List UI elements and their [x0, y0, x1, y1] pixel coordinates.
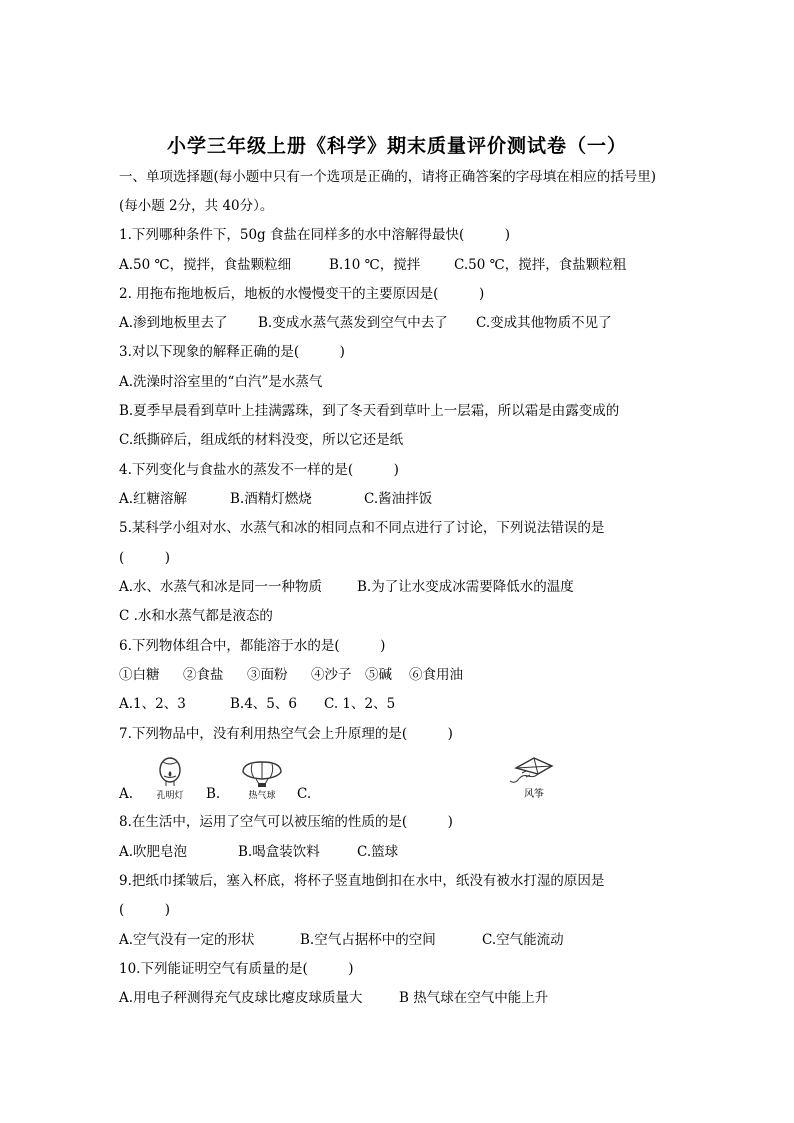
item: ⑤碱: [365, 667, 392, 683]
question-9-options: [119, 931, 564, 949]
option-b: B.4、5、6: [230, 696, 297, 712]
question-6-stem: 6.下列物体组合中，都能溶于水的是( ): [119, 638, 386, 654]
option-a: A.空气没有一定的形状: [119, 932, 255, 948]
option-b-caption: 热气球: [248, 791, 276, 801]
option-a: A.洗澡时浴室里的“白汽”是水蒸气: [119, 374, 323, 390]
option-b: B.喝盒装饮料: [238, 844, 320, 860]
question-6-items: [119, 666, 463, 684]
option-c: C.酱油拌饭: [364, 491, 433, 507]
hot-air-balloon-icon: [239, 759, 285, 787]
question-5-blank: ( ): [119, 550, 171, 566]
option-c: C. 1、2、5: [324, 696, 396, 712]
option-c: C.篮球: [357, 844, 399, 860]
question-3-stem: 3.对以下现象的解释正确的是( ): [119, 344, 345, 360]
option-a-caption: 孔明灯: [156, 791, 184, 801]
question-1-stem: 1.下列哪种条件下，50g 食盐在同样多的水中溶解得最快( ): [119, 227, 511, 243]
question-8-stem: 8.在生活中，运用了空气可以被压缩的性质的是( ): [119, 814, 453, 830]
item: ①白糖: [119, 667, 160, 683]
item: ③面粉: [247, 667, 288, 683]
section-heading: 一、单项选择题(每小题中只有一个选项是正确的，请将正确答案的字母填在相应的括号里): [119, 169, 657, 185]
option-c: C.变成其他物质不见了: [476, 315, 612, 331]
option-a-label: A.: [119, 786, 134, 802]
question-2-options: [119, 314, 612, 332]
item: ②食盐: [183, 667, 224, 683]
item: ⑥食用油: [409, 667, 463, 683]
option-b: B.为了让水变成冰需要降低水的温度: [357, 579, 574, 595]
option-b: B.酒精灯燃烧: [230, 491, 312, 507]
option-a: A.红糖溶解: [119, 491, 188, 507]
option-a: A.吹肥皂泡: [119, 844, 188, 860]
option-c: C .水和水蒸气都是液态的: [119, 608, 273, 624]
question-9-blank: ( ): [119, 902, 171, 918]
option-a: A.1、2、3: [119, 696, 186, 712]
option-b: B.空气占据杯中的空间: [300, 932, 436, 948]
question-10-stem: 10.下列能证明空气有质量的是( ): [119, 961, 354, 977]
option-c-label: C.: [297, 786, 312, 802]
option-c-figure: [506, 754, 562, 800]
option-c: C.纸撕碎后，组成纸的材料没变，所以它还是纸: [119, 432, 404, 448]
question-1-options: [119, 256, 626, 274]
kongming-lantern-icon: [155, 757, 185, 787]
option-a-figure: [146, 757, 194, 801]
option-a: A.水、水蒸气和冰是同一一种物质: [119, 579, 323, 595]
option-c: C.50 ℃，搅拌，食盐颗粒粗: [454, 257, 627, 273]
option-b-label: B.: [206, 786, 221, 802]
question-10-options: [119, 989, 548, 1007]
section-scoring: (每小题 2分，共 40分）。: [119, 198, 274, 214]
option-b: B.10 ℃，搅拌: [329, 257, 421, 273]
question-4-stem: 4.下列变化与食盐水的蒸发不一样的是( ): [119, 462, 399, 478]
option-b: B.变成水蒸气蒸发到空气中去了: [258, 315, 448, 331]
option-a: A.50 ℃，搅拌，食盐颗粒细: [119, 257, 292, 273]
option-b: B.夏季早晨看到草叶上挂满露珠，到了冬天看到草叶上一层霜，所以霜是由露变成的: [119, 403, 620, 419]
option-a: A.渗到地板里去了: [119, 315, 228, 331]
question-2-stem: 2. 用拖布拖地板后，地板的水慢慢变干的主要原因是( ): [119, 286, 485, 302]
option-b: B 热气球在空气中能上升: [399, 990, 549, 1006]
option-a: A.用电子秤测得充气皮球比瘪皮球质量大: [119, 990, 363, 1006]
question-5-options: [119, 578, 574, 596]
question-6-options: [119, 695, 395, 713]
item: ④沙子: [311, 667, 352, 683]
kite-icon: [508, 754, 560, 786]
option-c-caption: 风筝: [524, 789, 544, 800]
question-9-stem: 9.把纸巾揉皱后，塞入杯底，将杯子竖直地倒扣在水中，纸没有被水打湿的原因是: [119, 873, 605, 889]
option-b-figure: [236, 759, 288, 801]
option-c: C.空气能流动: [482, 932, 564, 948]
page-title: 小学三年级上册《科学》期末质量评价测试卷（一）: [166, 135, 627, 157]
question-5-stem: 5.某科学小组对水、水蒸气和冰的相同点和不同点进行了讨论，下列说法错误的是: [119, 520, 605, 536]
question-8-options: [119, 843, 398, 861]
question-4-options: [119, 490, 432, 508]
question-7-stem: 7.下列物品中，没有利用热空气会上升原理的是( ): [119, 726, 453, 742]
